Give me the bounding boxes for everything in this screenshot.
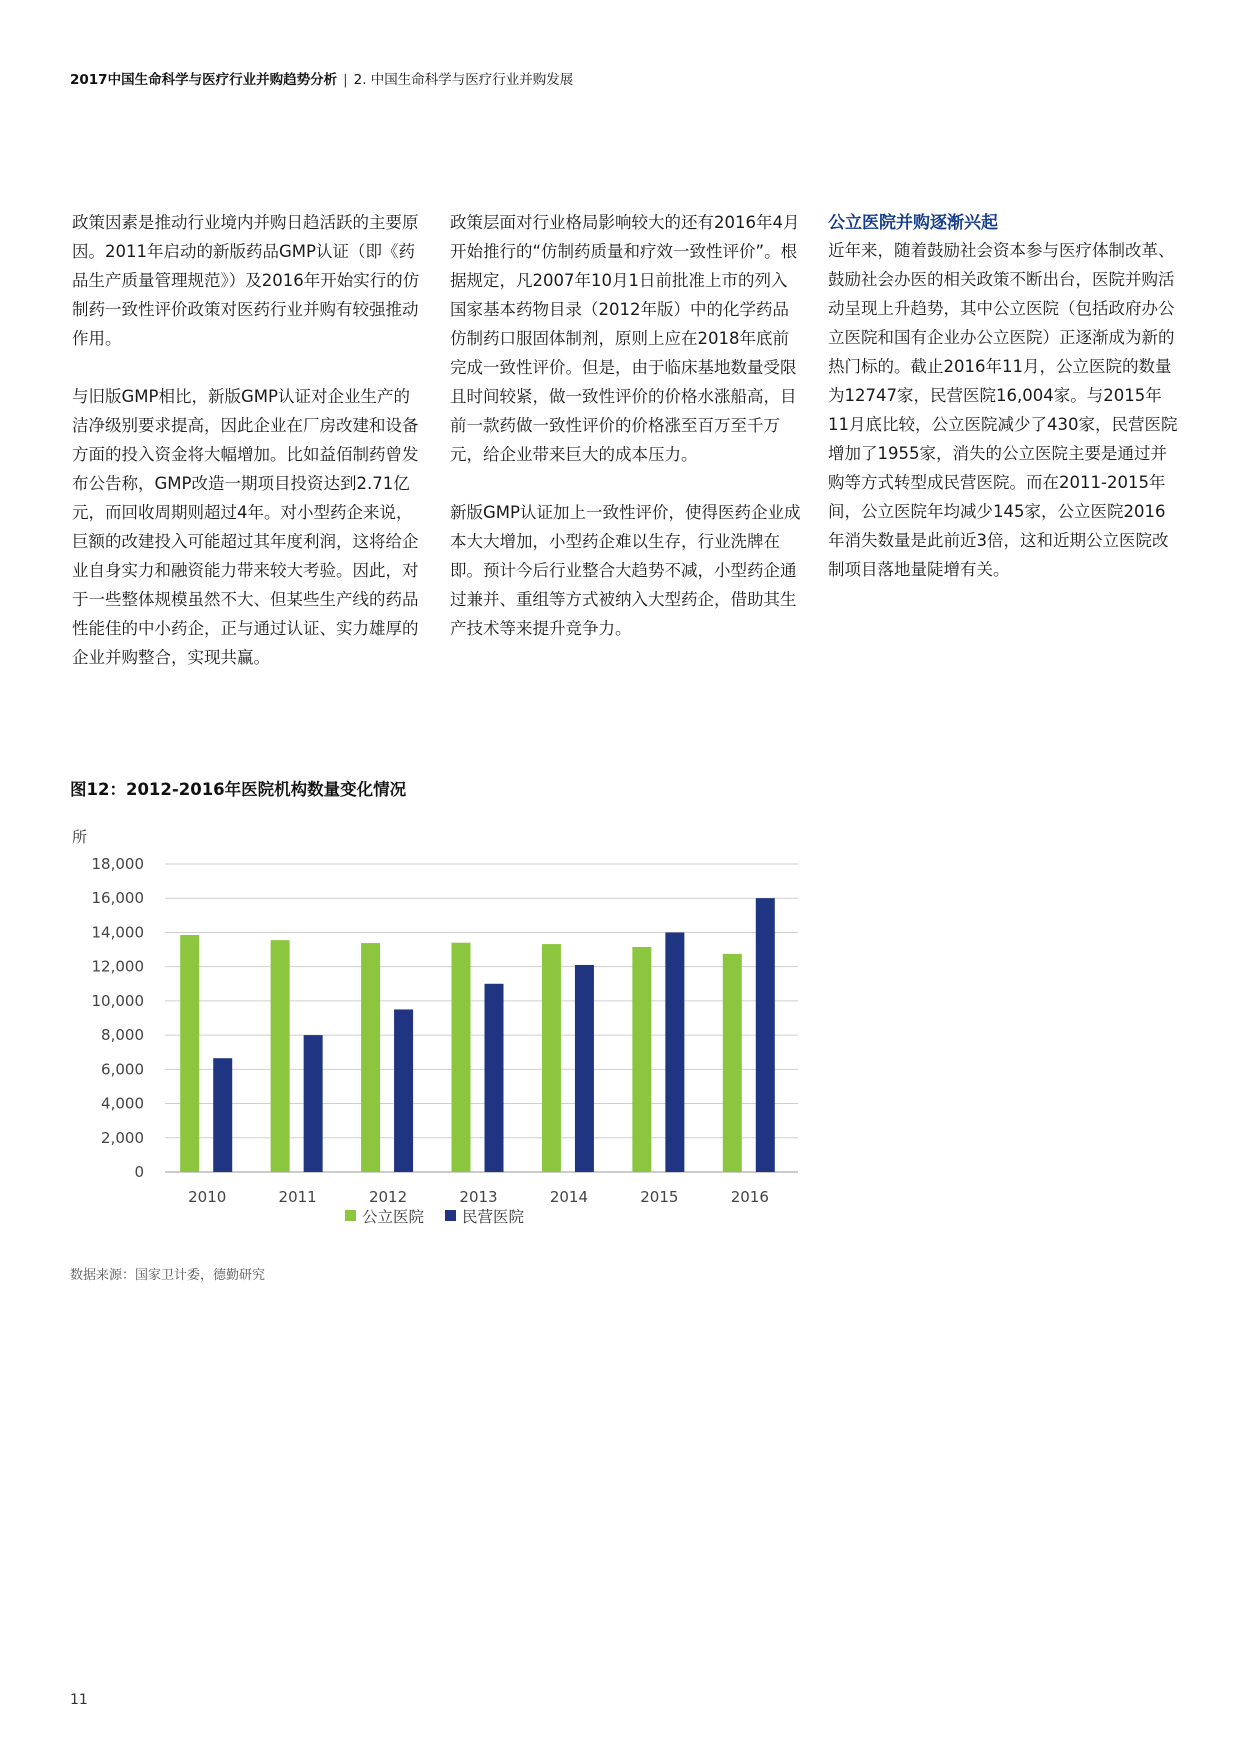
bar-public-2014 <box>542 944 561 1172</box>
paragraph: 政策因素是推动行业境内并购日趋活跃的主要原因。2011年启动的新版药品GMP认证（即《药品生产质量管理规范》）及2016年开始实行的仿制药一致性评价政策对医药行业并购有较强推动作用。 <box>72 213 420 348</box>
legend-swatch-private <box>445 1210 456 1221</box>
y-tick-label: 4,000 <box>101 1094 144 1113</box>
x-tick-label: 2011 <box>278 1188 317 1206</box>
bar-public-2011 <box>271 940 290 1172</box>
text-column-2 <box>450 208 802 672</box>
bar-private-2015 <box>665 932 684 1172</box>
y-tick-label: 2,000 <box>101 1128 144 1147</box>
x-tick-label: 2012 <box>368 1188 408 1206</box>
section-title: 2. 中国生命科学与医疗行业并购发展 <box>353 72 574 88</box>
x-tick-label: 2015 <box>640 1188 679 1206</box>
x-tick-label: 2013 <box>459 1188 498 1206</box>
x-tick-label: 2014 <box>549 1188 589 1206</box>
text-column-3 <box>828 210 1180 613</box>
y-tick-label: 16,000 <box>91 889 144 908</box>
x-tick-label: 2016 <box>730 1188 769 1206</box>
legend-label: 公立医院 <box>362 1208 425 1226</box>
report-title: 2017中国生命科学与医疗行业并购趋势分析 <box>70 72 338 88</box>
paragraph: 与旧版GMP相比，新版GMP认证对企业生产的洁净级别要求提高，因此企业在厂房改建和设备方面的投入资金将大幅增加。比如益佰制药曾发布公告称，GMP改造一期项目投资达到2.71亿元，而回收周期则超过4年。对小型药企来说，巨额的改建投入可能超过其年度利润，这将给企业自身实力和融资能力带来较大考验。因此，对于一些整体规模虽然不大、但某些生产线的药品性能佳的中小药企，正与通过认证、实力雄厚的企业并购整合，实现共赢。 <box>72 387 419 667</box>
hospital-count-bar-chart <box>60 812 820 1252</box>
bar-private-2010 <box>213 1058 232 1172</box>
legend-label: 民营医院 <box>462 1208 525 1226</box>
bar-public-2012 <box>361 943 380 1172</box>
paragraph: 新版GMP认证加上一致性评价，使得医药企业成本大大增加，小型药企难以生存，行业洗牌在即。预计今后行业整合大趋势不减，小型药企通过兼并、重组等方式被纳入大型药企，借助其生产技术等来提升竞争力。 <box>450 503 801 638</box>
bar-public-2015 <box>632 947 651 1172</box>
paragraph: 近年来，随着鼓励社会资本参与医疗体制改革、鼓励社会办医的相关政策不断出台，医院并购活动呈现上升趋势，其中公立医院（包括政府办公立医院和国有企业办公立医院）正逐渐成为新的热门标的。截止2016年11月，公立医院的数量为12747家，民营医院16,004家。与2015年11月底比较，公立医院减少了430家，民营医院增加了1955家，消失的公立医院主要是通过并购等方式转型成民营医院。而在2011-2015年间，公立医院年均减少145家，公立医院2016年消失数量是此前近3倍，这和近期公立医院改制项目落地量陡增有关。 <box>828 241 1178 579</box>
bar-private-2013 <box>485 984 504 1172</box>
y-tick-label: 6,000 <box>101 1060 144 1079</box>
page-number: 11 <box>70 1692 88 1708</box>
bar-private-2011 <box>304 1035 323 1172</box>
y-tick-label: 10,000 <box>91 991 144 1010</box>
paragraph: 政策层面对行业格局影响较大的还有2016年4月开始推行的“仿制药质量和疗效一致性评价”。根据规定，凡2007年10月1日前批准上市的列入国家基本药物目录（2012年版）中的化学药品仿制药口服固体制剂，原则上应在2018年底前完成一致性评价。但是，由于临床基地数量受限且时间较紧，做一致性评价的价格水涨船高，目前一款药做一致性评价的价格涨至百万至千万元，给企业带来巨大的成本压力。 <box>450 213 800 464</box>
header-separator: | <box>343 72 348 88</box>
data-source: 数据来源：国家卫计委，德勤研究 <box>70 1268 266 1283</box>
bar-public-2013 <box>452 943 471 1172</box>
y-axis-label: 所 <box>72 828 88 846</box>
bar-private-2012 <box>394 1009 413 1172</box>
y-tick-label: 8,000 <box>101 1026 144 1045</box>
y-tick-label: 0 <box>134 1163 144 1181</box>
text-column-1 <box>72 208 424 701</box>
bar-private-2016 <box>756 898 775 1172</box>
y-tick-label: 14,000 <box>91 923 144 942</box>
page-header <box>70 68 573 88</box>
bar-private-2014 <box>575 965 594 1172</box>
figure-title: 图12：2012-2016年医院机构数量变化情况 <box>70 780 407 799</box>
bar-public-2010 <box>180 935 199 1172</box>
bar-public-2016 <box>723 954 742 1172</box>
x-tick-label: 2010 <box>188 1188 227 1206</box>
legend-swatch-public <box>345 1210 356 1221</box>
y-tick-label: 18,000 <box>91 855 144 873</box>
section-heading: 公立医院并购逐渐兴起 <box>828 213 998 233</box>
y-tick-label: 12,000 <box>91 957 144 976</box>
